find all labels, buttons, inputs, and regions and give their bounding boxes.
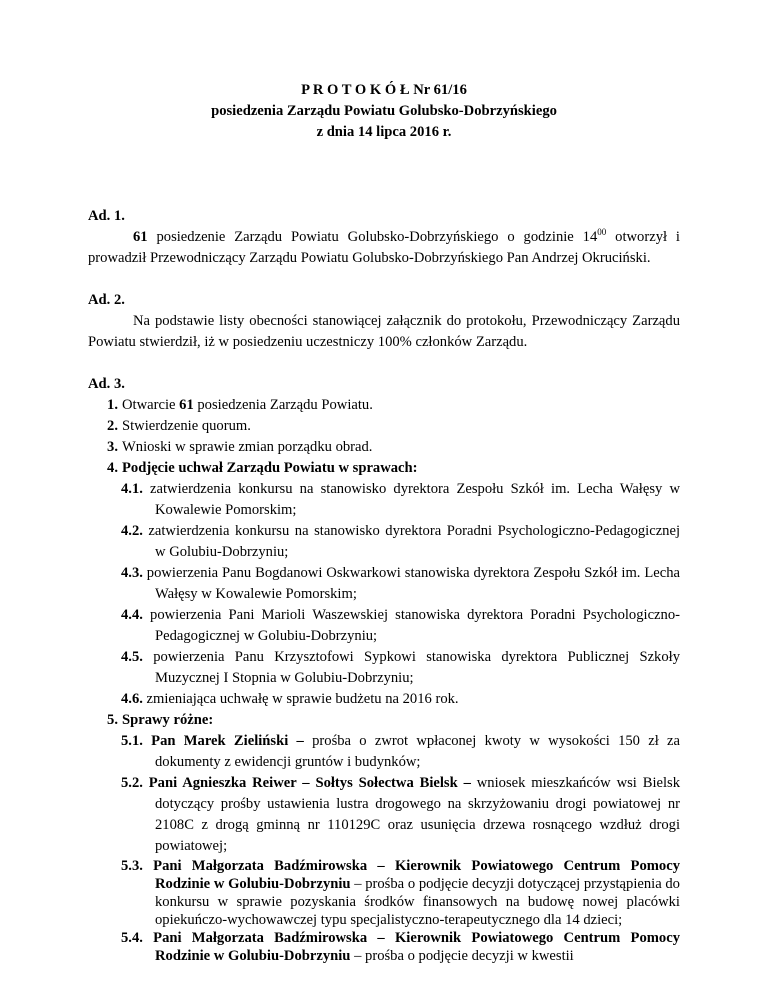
section-ad1 (88, 206, 680, 269)
agenda-subitem: 4.6. zmieniająca uchwałę w sprawie budżetu na 2016 rok. (121, 691, 459, 707)
agenda-item: 5. Sprawy różne: (107, 712, 214, 728)
agenda-subitem: 5.4. Pani Małgorzata Badźmirowska – Kierownik Powiatowego Centrum Pomocy Rodzinie w Golubiu-Dobrzyniu – prośba o podjęcie decyzji w kwestii (121, 930, 680, 964)
agenda-item: 2. Stwierdzenie quorum. (107, 418, 251, 434)
title-line-2: posiedzenia Zarządu Powiatu Golubsko-Dobrzyńskiego (211, 103, 557, 119)
section-paragraph: Na podstawie listy obecności stanowiącej załącznik do protokołu, Przewodniczący Zarządu Powiatu stwierdził, iż w posiedzeniu uczestniczy 100% członków Zarządu. (88, 313, 680, 350)
agenda-item: 1. Otwarcie 61 posiedzenia Zarządu Powiatu. (107, 397, 373, 413)
document-content (88, 80, 680, 965)
section-ad2 (88, 290, 680, 353)
title-line-3: z dnia 14 lipca 2016 r. (316, 124, 452, 140)
agenda-subitem: 5.2. Pani Agnieszka Reiwer – Sołtys Sołectwa Bielsk – wniosek mieszkańców wsi Bielsk dotyczący prośby ustawienia lustra drogowego na skrzyżowaniu drogi powiatowej nr 2108C z drogą gminną nr 110129C oraz usunięcia drzewa rosnącego wzdłuż drogi powiatowej; (121, 775, 681, 854)
section-heading: Ad. 1. (88, 208, 125, 224)
agenda-item: 4. Podjęcie uchwał Zarządu Powiatu w sprawach: (107, 460, 418, 476)
agenda-subitem: 4.1. zatwierdzenia konkursu na stanowisko dyrektora Zespołu Szkół im. Lecha Wałęsy w Kowalewie Pomorskim; (121, 481, 681, 518)
section-heading: Ad. 2. (88, 292, 125, 308)
section-ad3 (88, 374, 680, 965)
agenda-subitem: 4.2. zatwierdzenia konkursu na stanowisko dyrektora Poradni Psychologiczno-Pedagogicznej w Golubiu-Dobrzyniu; (121, 523, 680, 560)
section-heading: Ad. 3. (88, 376, 125, 392)
agenda-subitem: 4.3. powierzenia Panu Bogdanowi Oskwarkowi stanowiska dyrektora Zespołu Szkół im. Lecha Wałęsy w Kowalewie Pomorskim; (121, 565, 680, 602)
agenda-subitem: 4.4. powierzenia Pani Marioli Waszewskiej stanowiska dyrektora Poradni Psychologiczno-Pedagogicznej w Golubiu-Dobrzyniu; (121, 607, 680, 644)
title-line-1: P R O T O K Ó Ł Nr 61/16 (301, 82, 467, 98)
section-paragraph: 61 posiedzenie Zarządu Powiatu Golubsko-Dobrzyńskiego o godzinie $14^{00}$ otworzył i prowadził Przewodniczący Zarządu Powiatu Golubsko-Dobrzyńskiego Pan Andrzej Okruciński. (88, 227, 680, 266)
agenda-subitem: 5.1. Pan Marek Zieliński – prośba o zwrot wpłaconej kwoty w wysokości 150 zł za dokumenty z ewidencji gruntów i budynków; (121, 733, 680, 770)
agenda-item: 3. Wnioski w sprawie zmian porządku obrad. (107, 439, 373, 455)
agenda-subitem: 5.3. Pani Małgorzata Badźmirowska – Kierownik Powiatowego Centrum Pomocy Rodzinie w Golubiu-Dobrzyniu – prośba o podjęcie decyzji dotyczącej przystąpienia do konkursu w sprawie pozyskania środków finansowych na budowę nowej placówki opiekuńczo-wychowawczej typu specjalistyczno-terapeutycznego dla 14 dzieci; (121, 858, 680, 928)
document-title (88, 80, 680, 143)
agenda-subitem: 4.5. powierzenia Panu Krzysztofowi Sypkowi stanowiska dyrektora Publicznej Szkoły Muzycznej I Stopnia w Golubiu-Dobrzyniu; (121, 649, 680, 686)
